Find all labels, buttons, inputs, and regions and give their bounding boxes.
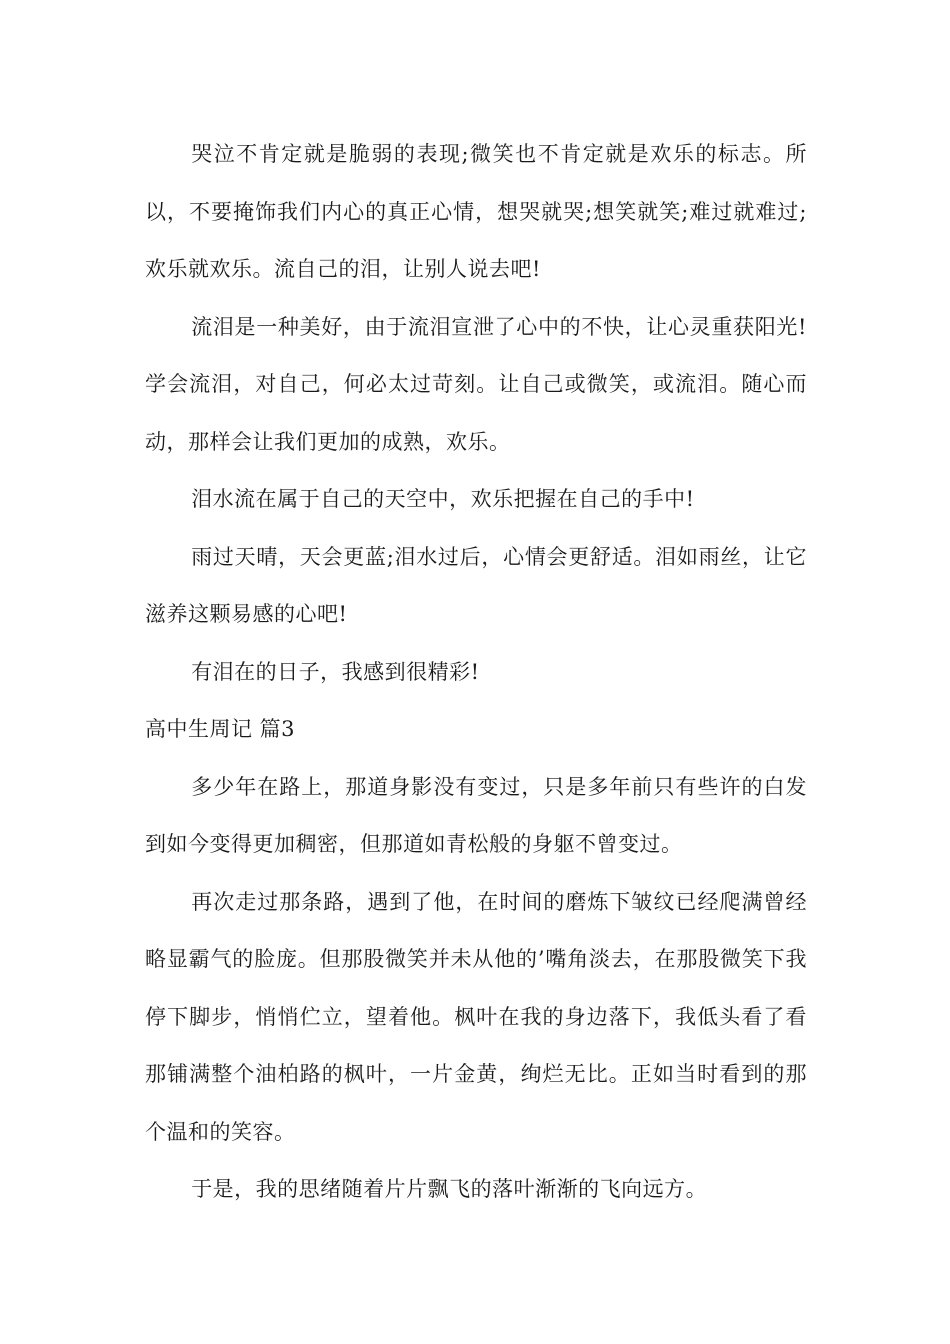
paragraph: 雨过天晴，天会更蓝;泪水过后，心情会更舒适。泪如雨丝，让它滋养这颗易感的心吧! bbox=[145, 544, 807, 626]
section-heading: 高中生周记 篇3 bbox=[145, 717, 296, 741]
paragraph: 有泪在的日子，我感到很精彩! bbox=[191, 659, 480, 684]
paragraph: 再次走过那条路，遇到了他，在时间的磨炼下皱纹已经爬满曾经略显霸气的脸庞。但那股微笑并未从他的’嘴角淡去，在那股微笑下我停下脚步，悄悄伫立，望着他。枫叶在我的身边落下，我低头看了看那铺满整个油柏路的枫叶，一片金黄，绚烂无比。正如当时看到的那个温和的笑容。 bbox=[145, 889, 807, 1144]
paragraph: 多少年在路上，那道身影没有变过，只是多年前只有些许的白发到如今变得更加稠密，但那道如青松般的身躯不曾变过。 bbox=[145, 774, 807, 856]
paragraph: 泪水流在属于自己的天空中，欢乐把握在自己的手中! bbox=[191, 487, 695, 511]
paragraph: 哭泣不肯定就是脆弱的表现;微笑也不肯定就是欢乐的标志。所以，不要掩饰我们内心的真正心情，想哭就哭;想笑就笑;难过就难过;欢乐就欢乐。流自己的泪，让别人说去吧! bbox=[145, 142, 807, 281]
paragraph: 于是，我的思绪随着片片飘飞的落叶渐渐的飞向远方。 bbox=[191, 1177, 708, 1201]
document-body bbox=[145, 126, 807, 1219]
paragraph: 流泪是一种美好，由于流泪宣泄了心中的不快，让心灵重获阳光!学会流泪，对自己，何必太过苛刻。让自己或微笑，或流泪。随心而动，那样会让我们更加的成熟，欢乐。 bbox=[145, 314, 807, 454]
